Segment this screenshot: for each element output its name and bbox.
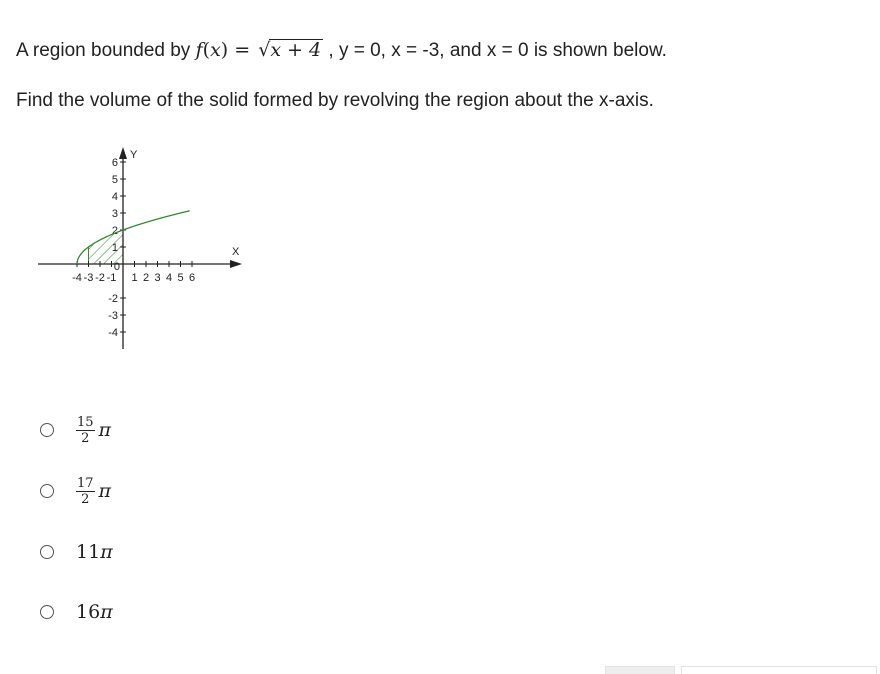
choice-label	[76, 541, 113, 563]
x-axis-label: X	[232, 246, 240, 258]
answer-choice[interactable]	[40, 410, 111, 450]
x-tick-label: 1	[131, 272, 138, 284]
radio-button[interactable]	[40, 545, 54, 559]
pi-symbol: π	[98, 480, 112, 502]
function-expression: f(x) = √x + 4	[195, 39, 322, 61]
footer-toolbar-partial[interactable]	[681, 666, 877, 674]
choice-label	[76, 601, 113, 623]
function-variable: x	[210, 39, 221, 61]
axes	[38, 147, 242, 349]
x-tick-label: 4	[165, 272, 173, 284]
fraction	[76, 415, 95, 446]
denominator: 2	[81, 491, 90, 507]
question-suffix: , y = 0, x = -3, and x = 0 is shown below.	[323, 40, 667, 61]
y-tick-label: 4	[111, 191, 118, 203]
x-tick-label: -1	[106, 272, 117, 284]
y-tick-label: -2	[108, 293, 118, 305]
numerator: 15	[77, 414, 94, 430]
x-tick-label: 3	[154, 272, 161, 284]
x-tick-label: -2	[95, 272, 105, 284]
question-prefix: A region bounded by	[16, 40, 196, 61]
x-tick-label: 5	[177, 272, 184, 284]
x-axis-arrow	[230, 260, 242, 268]
question-prompt: Find the volume of the solid formed by revolving the region about the x-axis.	[16, 90, 654, 111]
numerator: 17	[77, 475, 94, 491]
answer-choice[interactable]	[40, 532, 113, 572]
answer-choice[interactable]	[40, 592, 113, 632]
answer-choice[interactable]	[40, 471, 111, 511]
radio-button[interactable]	[40, 605, 54, 619]
question-text	[16, 38, 667, 63]
function-name: f	[195, 39, 203, 61]
region-graph	[36, 143, 248, 353]
pi-symbol: π	[100, 541, 113, 563]
footer-button-partial[interactable]	[605, 666, 675, 674]
y-tick-label: -3	[108, 310, 118, 322]
y-tick-label: -4	[108, 327, 118, 339]
axis-labels	[111, 149, 240, 273]
choice-number: 16	[76, 601, 101, 623]
x-tick-label: 6	[188, 272, 196, 284]
y-tick-label: 3	[111, 208, 118, 220]
pi-symbol: π	[100, 601, 113, 623]
y-tick-label: 6	[111, 157, 118, 169]
y-tick-label: 5	[111, 174, 118, 186]
y-axis-arrow	[119, 147, 127, 159]
denominator: 2	[81, 430, 90, 446]
choice-label	[76, 415, 111, 446]
y-axis-label: Y	[130, 149, 138, 161]
y-tick-label: 1	[111, 242, 118, 254]
pi-symbol: π	[98, 419, 112, 441]
y-tick-label: 2	[111, 225, 118, 237]
choice-label	[76, 476, 111, 507]
radio-button[interactable]	[40, 423, 54, 437]
origin-label: 0	[113, 261, 120, 273]
x-tick-label: 2	[142, 272, 150, 284]
x-tick-label: -3	[83, 272, 94, 284]
x-tick-label: -4	[72, 272, 82, 284]
square-root: √x + 4	[258, 39, 322, 61]
radio-button[interactable]	[40, 484, 54, 498]
choice-number: 11	[76, 541, 101, 563]
fraction	[76, 476, 95, 507]
radicand: x + 4	[270, 39, 322, 61]
